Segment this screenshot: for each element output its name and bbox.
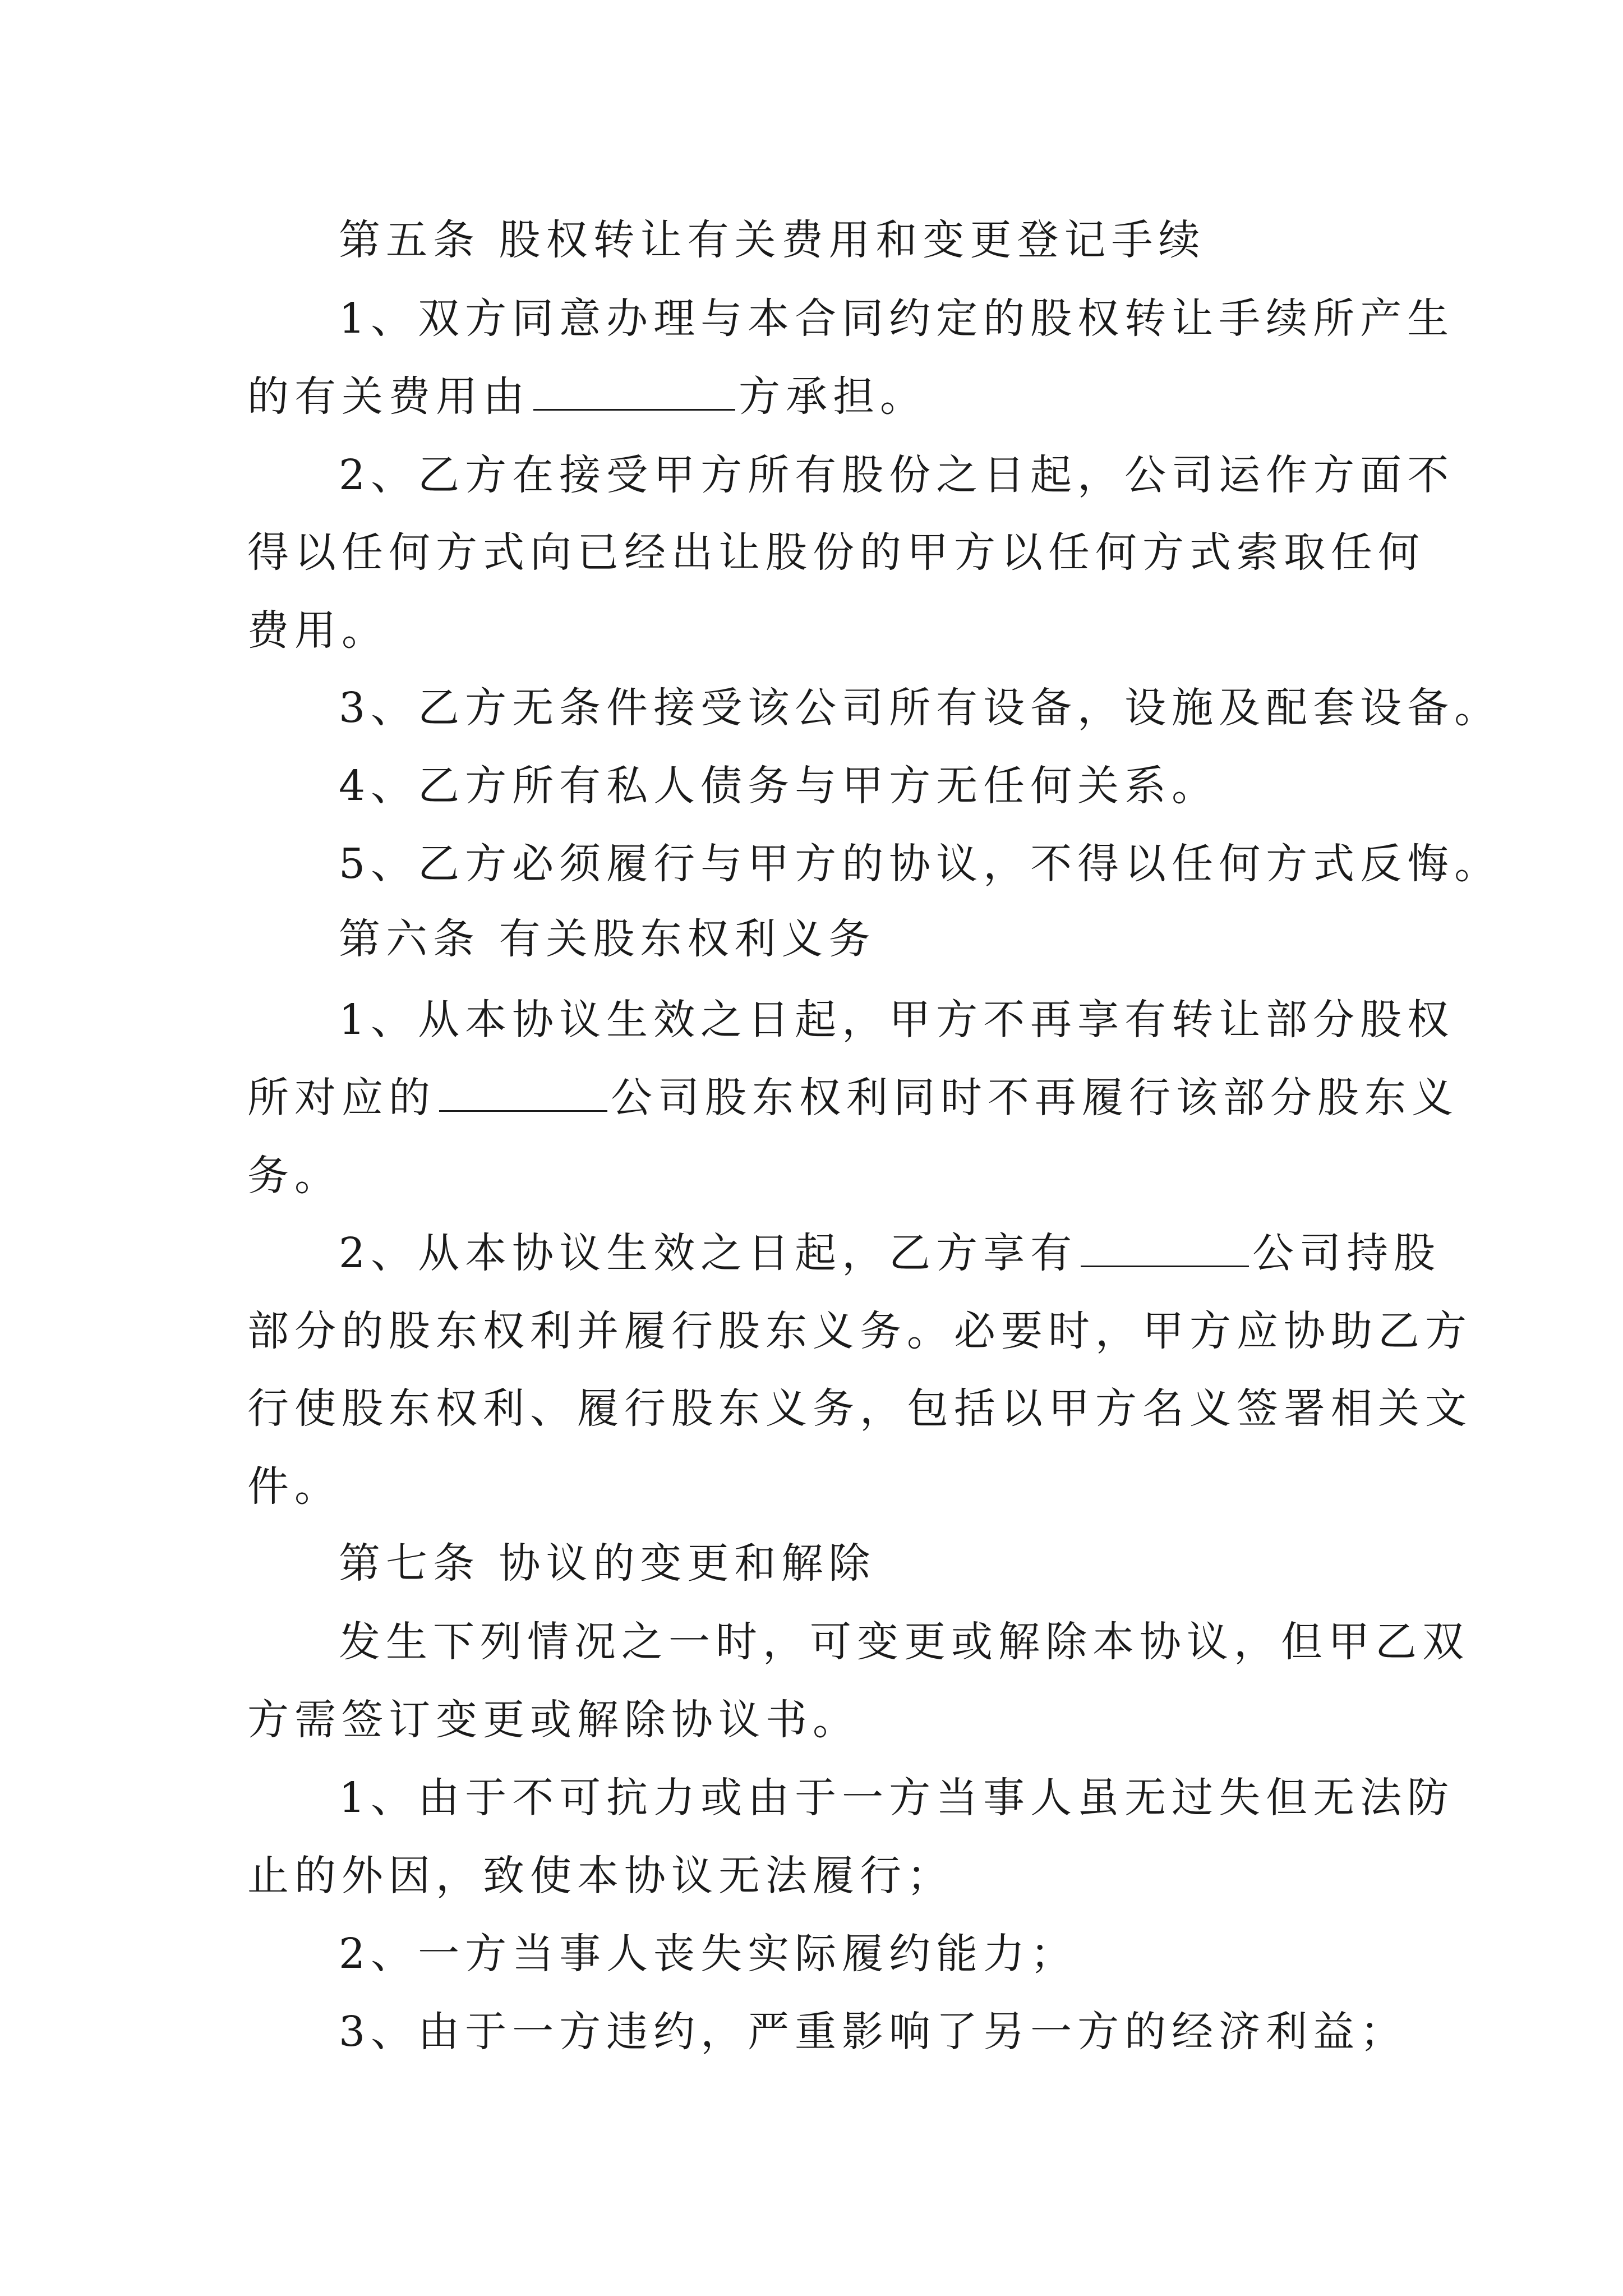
paragraph-line [247, 1303, 1472, 1359]
paragraph-line [339, 291, 1454, 347]
text-line: 方需签订变更或解除协议书。 [247, 1696, 860, 1744]
paragraph-line [339, 1926, 1077, 1982]
text-line: 3、由于一方违约，严重影响了另一方的经济利益； [339, 2008, 1408, 2056]
text-line: 行使股东权利、履行股东义务，包括以甲方名义签署相关文 [247, 1384, 1472, 1433]
paragraph-line [247, 1458, 342, 1515]
text-line: 公司持股 [1252, 1229, 1441, 1277]
paragraph-line [247, 1070, 1459, 1126]
fill-in-blank [1081, 1265, 1249, 1267]
text-line: 第七条 协议的变更和解除 [339, 1539, 876, 1588]
text-line: 第五条 股权转让有关费用和变更登记手续 [339, 216, 1206, 264]
text-line: 公司股东权利同时不再履行该部分股东义 [611, 1074, 1459, 1122]
text-line: 2、乙方在接受甲方所有股份之日起，公司运作方面不 [339, 451, 1455, 499]
article-7-heading [339, 1535, 876, 1591]
text-line: 1、从本协议生效之日起，甲方不再享有转让部分股权 [339, 996, 1455, 1044]
text-line: 1、双方同意办理与本合同约定的股权转让手续所产生 [339, 295, 1455, 343]
paragraph-line [339, 680, 1501, 736]
text-line: 方承担。 [739, 372, 927, 421]
paragraph-line [247, 1848, 954, 1904]
paragraph-line [247, 369, 927, 425]
paragraph-line [247, 1692, 860, 1748]
paragraph-line [339, 1770, 1454, 1826]
text-line: 的有关费用由 [247, 372, 530, 421]
text-line: 止的外因，致使本协议无法履行； [247, 1852, 954, 1900]
text-line: 第六条 有关股东权利义务 [339, 915, 876, 963]
paragraph-line [339, 2004, 1407, 2060]
text-line: 3、乙方无条件接受该公司所有设备，设施及配套设备。 [339, 684, 1502, 732]
article-6-heading [339, 911, 876, 967]
article-5-heading [339, 212, 1206, 268]
text-line: 务。 [247, 1152, 342, 1200]
text-line: 1、由于不可抗力或由于一方当事人虽无过失但无法防 [339, 1774, 1455, 1822]
text-line: 件。 [247, 1462, 342, 1511]
text-line: 2、从本协议生效之日起，乙方享有 [339, 1229, 1078, 1277]
paragraph-line [339, 1225, 1441, 1281]
paragraph-line [247, 1148, 342, 1204]
fill-in-blank [439, 1110, 607, 1112]
paragraph-line [339, 836, 1501, 892]
text-line: 部分的股东权利并履行股东义务。必要时，甲方应协助乙方 [247, 1307, 1472, 1355]
fill-in-blank [533, 408, 735, 411]
text-line: 得以任何方式向已经出让股份的甲方以任何方式索取任何 [247, 528, 1425, 577]
paragraph-line [339, 447, 1454, 503]
text-line: 4、乙方所有私人债务与甲方无任何关系。 [339, 762, 1219, 810]
paragraph-line [247, 602, 389, 659]
text-line: 发生下列情况之一时，可变更或解除本协议，但甲乙双 [339, 1618, 1469, 1666]
text-line: 2、一方当事人丧失实际履约能力； [339, 1930, 1078, 1978]
paragraph-line [339, 1614, 1469, 1670]
text-line: 5、乙方必须履行与甲方的协议，不得以任何方式反悔。 [339, 840, 1502, 888]
paragraph-line [247, 524, 1425, 581]
paragraph-line [339, 758, 1219, 814]
text-line: 费用。 [247, 606, 389, 655]
paragraph-line [339, 992, 1454, 1048]
text-line: 所对应的 [247, 1074, 436, 1122]
paragraph-line [247, 1381, 1472, 1437]
